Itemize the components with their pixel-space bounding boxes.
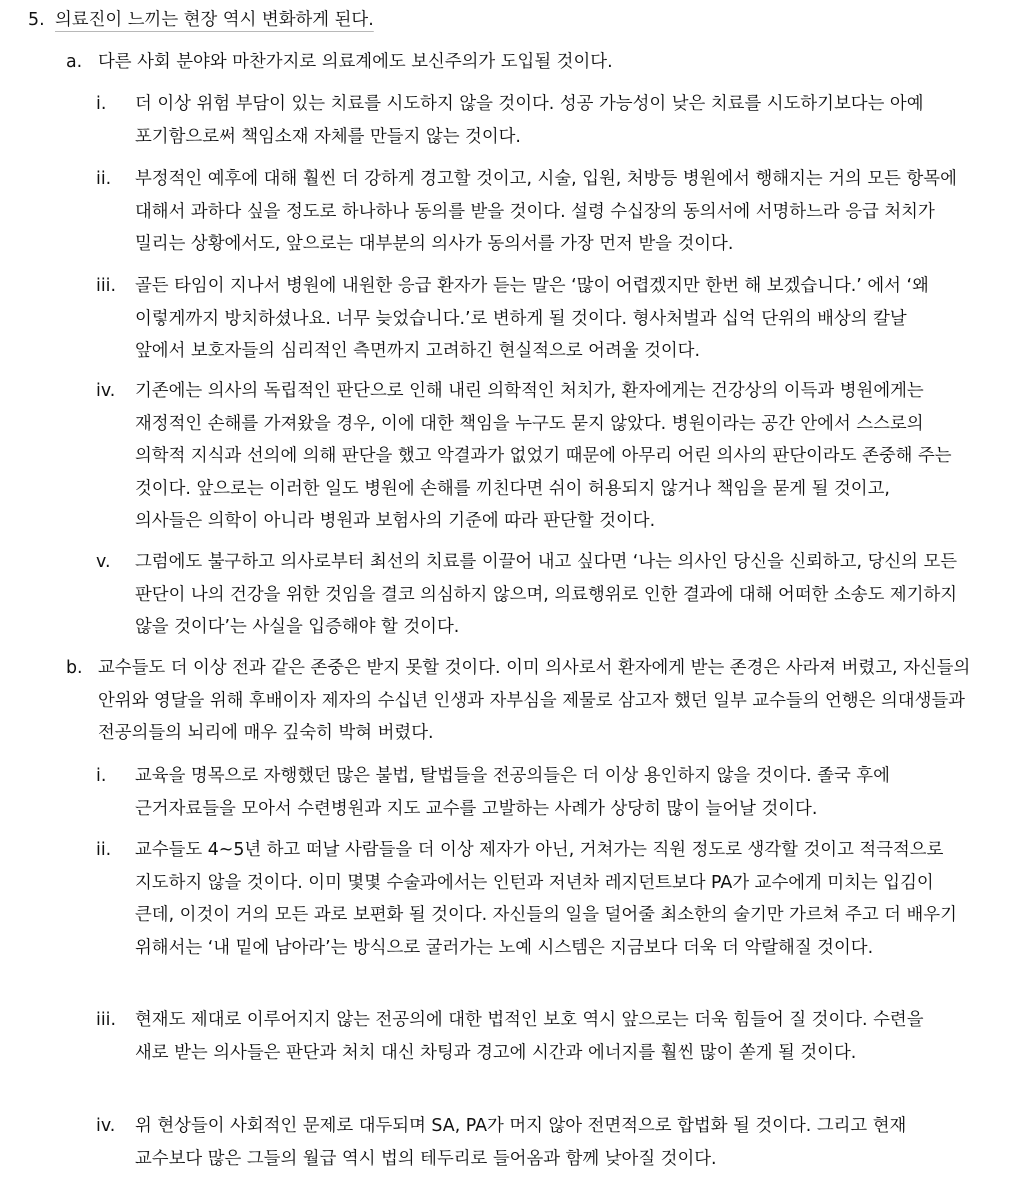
list-marker: i. <box>96 766 107 786</box>
list-item-text: 교수들도 4~5년 하고 떠날 사람들을 더 이상 제자가 아닌, 거쳐가는 직원 정도로 생각할 것이고 적극적으로 지도하지 않을 것이다. 이미 몇몇 수술과에서는 인턴과 저년차 레지던트보다 PA가 교수에게 미치는 입김이 큰데, 이것이 거의 모든 과로 보편화 될 것이다. 자신들의 일을 덜어줄 최소한의 술기만 가르쳐 주고 더 배우기 위해서는 ‘내 밑에 남아라’는 방식으로 굴러가는 노예 시스템은 지금보다 더욱 더 악랄해질 것이다. <box>135 840 957 958</box>
list-item-b <box>66 652 1018 750</box>
list-marker: iv. <box>96 381 116 401</box>
list-item-text: 위 현상들이 사회적인 문제로 대두되며 SA, PA가 머지 않아 전면적으로 합법화 될 것이다. 그리고 현재 교수보다 많은 그들의 월급 역시 법의 테두리로 들어옴과 함께 낮아질 것이다. <box>135 1116 907 1169</box>
list-item-text: 골든 타임이 지나서 병원에 내원한 응급 환자가 듣는 말은 ‘많이 어렵겠지만 한번 해 보겠습니다.’ 에서 ‘왜 이렇게까지 방치하셨나요. 너무 늦었습니다.’로 변하게 될 것이다. 형사처벌과 십억 단위의 배상의 칼날 앞에서 보호자들의 심리적인 측면까지 고려하긴 현실적으로 어려울 것이다. <box>135 276 929 361</box>
list-item-a <box>66 46 1018 79</box>
section-heading <box>28 4 1018 37</box>
list-marker: b. <box>66 658 83 678</box>
list-item-text: 교육을 명목으로 자행했던 많은 불법, 탈법들을 전공의들은 더 이상 용인하지 않을 것이다. 졸국 후에 근거자료들을 모아서 수련병원과 지도 교수를 고발하는 사례가 상당히 많이 늘어날 것이다. <box>135 766 890 819</box>
list-item-text: 현재도 제대로 이루어지지 않는 전공의에 대한 법적인 보호 역시 앞으로는 더욱 힘들어 질 것이다. 수련을 새로 받는 의사들은 판단과 처치 대신 차팅과 경고에 시간과 에너지를 훨씬 많이 쏟게 될 것이다. <box>135 1010 924 1063</box>
list-item-b-iv <box>96 1110 958 1175</box>
list-item-a-i <box>96 88 958 153</box>
list-item-text: 그럼에도 불구하고 의사로부터 최선의 치료를 이끌어 내고 싶다면 ‘나는 의사인 당신을 신뢰하고, 당신의 모든 판단이 나의 건강을 위한 것임을 결코 의심하지 않으며, 의료행위로 인한 결과에 대해 어떠한 소송도 제기하지 않을 것이다’는 사실을 입증해야 할 것이다. <box>135 552 958 637</box>
list-item-a-v <box>96 546 958 644</box>
list-item-text: 기존에는 의사의 독립적인 판단으로 인해 내린 의학적인 처치가, 환자에게는 건강상의 이득과 병원에게는 재정적인 손해를 가져왔을 경우, 이에 대한 책임을 누구도 묻지 않았다. 병원이라는 공간 안에서 스스로의 의학적 지식과 선의에 의해 판단을 했고 악결과가 없었기 때문에 아무리 어린 의사의 판단이라도 존중해 주는 것이다. 앞으로는 이러한 일도 병원에 손해를 끼친다면 쉬이 허용되지 않거나 책임을 묻게 될 것이고, 의사들은 의학이 아니라 병원과 보험사의 기준에 따라 판단할 것이다. <box>135 381 952 531</box>
list-marker: ii. <box>96 840 112 860</box>
heading-text: 의료진이 느끼는 현장 역시 변화하게 된다. <box>55 10 374 30</box>
list-marker: iii. <box>96 276 117 296</box>
list-item-b-i <box>96 760 958 825</box>
list-item-text: 교수들도 더 이상 전과 같은 존중은 받지 못할 것이다. 이미 의사로서 환자에게 받는 존경은 사라져 버렸고, 자신들의 안위와 영달을 위해 후배이자 제자의 수십년 인생과 자부심을 제물로 삼고자 했던 일부 교수들의 언행은 의대생들과 전공의들의 뇌리에 매우 깊숙히 박혀 버렸다. <box>98 658 971 743</box>
list-marker: iv. <box>96 1116 116 1136</box>
list-marker: a. <box>66 52 83 72</box>
list-item-text: 다른 사회 분야와 마찬가지로 의료계에도 보신주의가 도입될 것이다. <box>98 52 613 72</box>
list-item-a-iv <box>96 375 958 538</box>
list-item-b-iii <box>96 1004 958 1069</box>
list-marker: i. <box>96 94 107 114</box>
list-marker: iii. <box>96 1010 117 1030</box>
list-number: 5. <box>28 10 45 30</box>
list-marker: ii. <box>96 169 112 189</box>
list-item-a-ii <box>96 163 958 261</box>
list-item-text: 더 이상 위험 부담이 있는 치료를 시도하지 않을 것이다. 성공 가능성이 낮은 치료를 시도하기보다는 아예 포기함으로써 책임소재 자체를 만들지 않는 것이다. <box>135 94 924 147</box>
list-marker: v. <box>96 552 111 572</box>
list-item-b-ii <box>96 834 958 964</box>
list-item-a-iii <box>96 270 958 368</box>
list-item-text: 부정적인 예후에 대해 훨씬 더 강하게 경고할 것이고, 시술, 입원, 처방등 병원에서 행해지는 거의 모든 항목에 대해서 과하다 싶을 정도로 하나하나 동의를 받을 것이다. 설령 수십장의 동의서에 서명하느라 응급 처치가 밀리는 상황에서도, 앞으로는 대부분의 의사가 동의서를 가장 먼저 받을 것이다. <box>135 169 957 254</box>
